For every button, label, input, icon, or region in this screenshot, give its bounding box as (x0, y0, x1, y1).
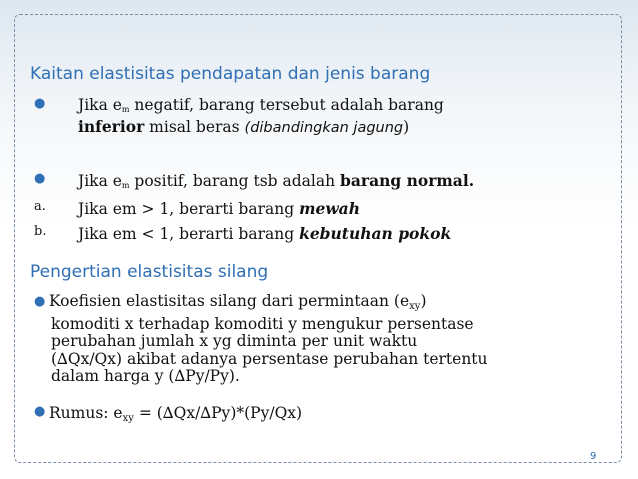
text-fragment: Jika e (78, 96, 122, 114)
bullet-dot-icon: ● (34, 404, 46, 419)
example-note: (dibandingkan jagung (244, 120, 404, 136)
subscript-m: m (121, 105, 130, 114)
formula-expression: = (∆Qx/∆Py)*(Py/Qx) (133, 404, 303, 422)
item-marker-b: b. (34, 224, 47, 239)
term-normal-good: barang normal. (340, 171, 475, 190)
bullet-dot-icon: ● (34, 294, 46, 309)
subscript-xy: xy (409, 301, 421, 312)
text-fragment: Jika e (78, 172, 122, 190)
term-luxury: mewah (299, 199, 360, 218)
definition-line-1 (34, 293, 488, 316)
text-fragment: misal beras (144, 118, 245, 136)
bullet-dot-icon: ● (34, 96, 46, 111)
text-fragment: Rumus: e (49, 404, 123, 422)
text-fragment: positif, barang tsb adalah (129, 172, 341, 190)
subscript-m: m (121, 181, 130, 190)
section-heading-income-elasticity: Kaitan elastisitas pendapatan dan jenis barang (30, 64, 431, 84)
page-number: 9 (590, 451, 597, 462)
text-fragment: Jika em < 1, berarti barang (78, 225, 300, 243)
bullet-cross-elasticity-definition (34, 293, 488, 386)
item-marker-a: a. (34, 199, 46, 214)
text-fragment: ) (403, 118, 410, 136)
subscript-xy: xy (122, 413, 134, 424)
section-heading-cross-elasticity: Pengertian elastisitas silang (30, 262, 269, 282)
definition-line-2: komoditi x terhadap komoditi y mengukur persentase (51, 314, 474, 333)
text-fragment: Jika em > 1, berarti barang (78, 200, 300, 218)
text-fragment: ) (420, 292, 427, 310)
term-necessity: kebutuhan pokok (299, 224, 452, 243)
text-fragment: negatif, barang tersebut adalah barang (129, 96, 444, 114)
definition-line-3: perubahan jumlah x yg diminta per unit waktu (51, 332, 418, 350)
bullet-dot-icon: ● (34, 171, 46, 186)
text-fragment: Koefisien elastisitas silang dari permintaan (e (49, 292, 410, 310)
definition-line-5: dalam harga y (∆Py/Py). (51, 367, 240, 385)
term-inferior: inferior (78, 117, 145, 136)
definition-line-4: (∆Qx/Qx) akibat adanya persentase perubahan tertentu (51, 349, 488, 368)
